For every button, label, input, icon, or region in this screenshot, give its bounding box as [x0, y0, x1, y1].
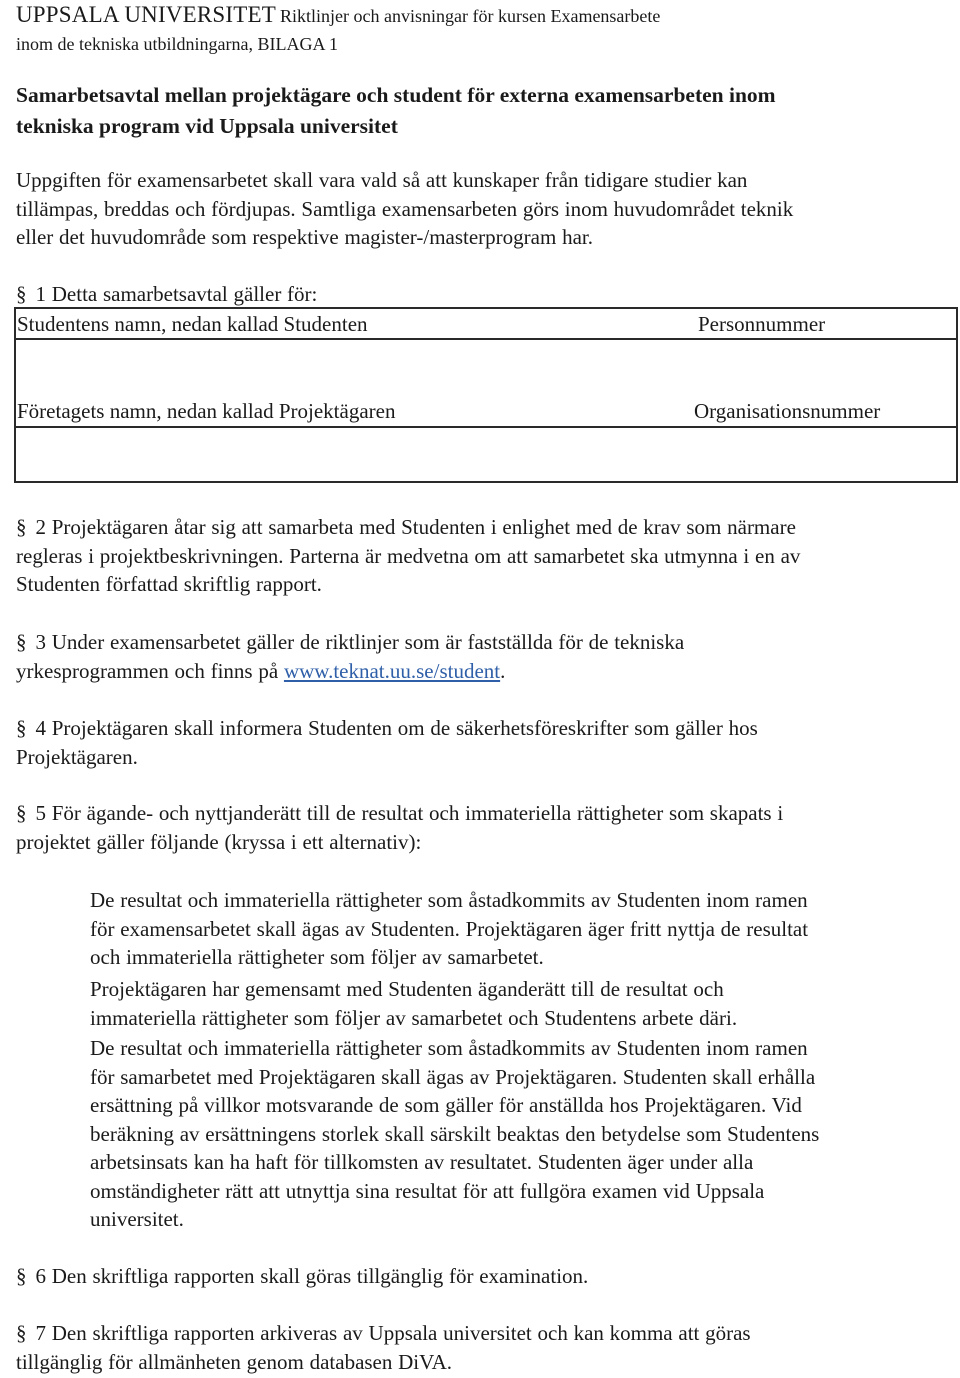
- section-3-line-suffix: .: [500, 658, 506, 683]
- title-line: Samarbetsavtal mellan projektägare och student för externa examensarbeten inom: [16, 83, 776, 107]
- section-7: [16, 1319, 951, 1376]
- org-number-label: Organisationsnummer: [694, 399, 881, 423]
- intro-paragraph: [16, 166, 951, 252]
- party-form-table: [14, 307, 958, 483]
- section-symbol: §: [16, 801, 27, 825]
- section-6-text: 6 Den skriftliga rapporten skall göras tillgänglig för examination.: [35, 1264, 589, 1288]
- header-subtitle: Riktlinjer och anvisningar för kursen Examensarbete: [280, 6, 661, 26]
- title-line: tekniska program vid Uppsala universitet: [16, 114, 398, 138]
- alternative-3-line: för samarbetet med Projektägaren skall ägas av Projektägaren. Studenten skall erhålla: [90, 1064, 816, 1089]
- section-7-line: 7 Den skriftliga rapporten arkiveras av Uppsala universitet och kan komma att göras: [35, 1321, 751, 1345]
- company-name-label: Företagets namn, nedan kallad Projektägaren: [17, 399, 396, 423]
- section-symbol: §: [16, 282, 27, 306]
- student-name-field[interactable]: [20, 345, 940, 395]
- section-symbol: §: [16, 515, 27, 539]
- header-subtitle-line2: inom de tekniska utbildningarna, BILAGA 1: [16, 34, 338, 54]
- section-2-line: Studenten författad skriftlig rapport.: [16, 572, 322, 596]
- section-5-line: 5 För ägande- och nyttjanderätt till de resultat och immateriella rättigheter som skapats i: [35, 801, 784, 825]
- section-4: [16, 714, 951, 771]
- section-2-line: 2 Projektägaren åtar sig att samarbeta med Studenten i enlighet med de krav som närmare: [35, 515, 796, 539]
- section-3-line: 3 Under examensarbetet gäller de riktlinjer som är fastställda för de tekniska: [35, 630, 685, 654]
- section-symbol: §: [16, 630, 27, 654]
- alternative-3-line: omständigheter rätt att utnyttja sina resultat för att fullgöra examen vid Uppsala: [90, 1178, 765, 1203]
- alternative-3-line: ersättning på villkor motsvarande de som gäller för anställda hos Projektägaren. Vid: [90, 1093, 802, 1117]
- personnummer-label: Personnummer: [698, 312, 826, 336]
- section-symbol: §: [16, 1321, 27, 1345]
- alternative-2-line: immateriella rättigheter som följer av samarbetet och Studentens arbete däri.: [90, 1005, 738, 1030]
- alternative-3-line: beräkning av ersättningens storlek skall särskilt beaktas den betydelse som Studentens: [90, 1121, 820, 1146]
- intro-line: tillämpas, breddas och fördjupas. Samtliga examensarbeten görs inom huvudområdet teknik: [16, 196, 794, 221]
- section-2-line: regleras i projektbeskrivningen. Parterna är medvetna om att samarbetet ska utmynna i en av: [16, 543, 801, 568]
- section-5: [16, 799, 951, 856]
- alternative-3-line: arbetsinsats kan ha haft för tillkomsten av resultatet. Studenten äger under alla: [90, 1150, 754, 1174]
- section-symbol: §: [16, 1264, 27, 1288]
- company-name-field[interactable]: [20, 433, 940, 477]
- alternative-2-line: Projektägaren har gemensamt med Studenten äganderätt till de resultat och: [90, 977, 724, 1001]
- section-symbol: §: [16, 716, 27, 740]
- section-4-line: Projektägaren.: [16, 744, 138, 769]
- alternative-1-line: och immateriella rättigheter som följer av samarbetet.: [90, 945, 544, 969]
- ownership-alternative-3[interactable]: [90, 1034, 952, 1234]
- section-3: [16, 628, 951, 685]
- section-1: [16, 280, 951, 309]
- ownership-alternative-2[interactable]: [90, 975, 952, 1032]
- alternative-3-line: universitet.: [90, 1207, 184, 1231]
- section-3-line: yrkesprogrammen och finns på: [16, 658, 284, 683]
- alternative-1-line: för examensarbetet skall ägas av Studenten. Projektägaren äger fritt nyttja de resultat: [90, 916, 809, 941]
- student-name-label: Studentens namn, nedan kallad Studenten: [17, 312, 368, 336]
- section-7-line: tillgänglig för allmänheten genom databasen DiVA.: [16, 1349, 453, 1374]
- section-2: [16, 513, 951, 599]
- table-divider: [16, 338, 956, 340]
- document-header: [16, 2, 946, 57]
- teknat-student-link[interactable]: www.teknat.uu.se/student: [283, 658, 501, 683]
- section-4-line: 4 Projektägaren skall informera Studenten om de säkerhetsföreskrifter som gäller hos: [35, 716, 758, 740]
- alternative-3-line: De resultat och immateriella rättigheter som åstadkommits av Studenten inom ramen: [90, 1036, 808, 1060]
- section-6: [16, 1262, 951, 1291]
- ownership-alternative-1[interactable]: [90, 886, 952, 972]
- alternative-1-line: De resultat och immateriella rättigheter som åstadkommits av Studenten inom ramen: [90, 888, 808, 912]
- table-divider: [16, 426, 956, 428]
- document-title: [16, 80, 946, 142]
- intro-line: Uppgiften för examensarbetet skall vara vald så att kunskaper från tidigare studier kan: [16, 168, 748, 192]
- section-5-line: projektet gäller följande (kryssa i ett alternativ):: [16, 829, 422, 854]
- section-1-text: 1 Detta samarbetsavtal gäller för:: [35, 282, 318, 306]
- intro-line: eller det huvudområde som respektive magister-/masterprogram har.: [16, 225, 593, 249]
- university-name: UPPSALA UNIVERSITET: [16, 2, 277, 27]
